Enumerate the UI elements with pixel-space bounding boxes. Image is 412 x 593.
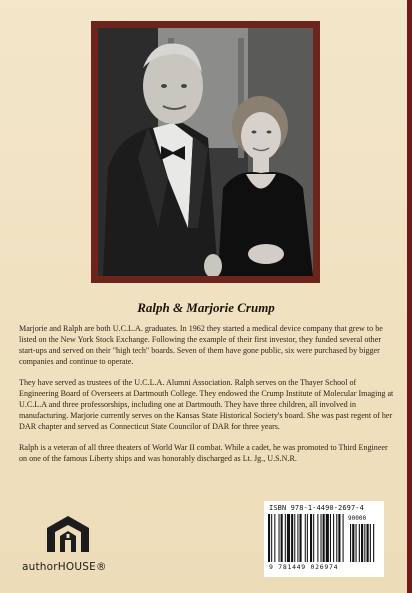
publisher-logo: [22, 514, 122, 576]
bio-paragraph: Marjorie and Ralph are both U.C.L.A. graduates. In 1962 they started a medical device company that grew to be listed on the New York Stock Exchange. Following the example of their first investor, they funded several other start-ups and served on their "high tech" boards. Seven of them have gone public, six were purchased by bigger companies and continue to operate.: [19, 324, 383, 366]
author-photo-image: [98, 28, 313, 276]
photo-frame: [91, 21, 320, 283]
publisher-name: authorHOUSE®: [22, 561, 107, 573]
bio-paragraph: Ralph is a veteran of all three theaters of World War II combat. While a cadet, he was promoted to Third Engineer on one of the famous Liberty ships and was honorably discharged as Lt. Jg., U.S.N.R.: [19, 443, 388, 463]
authorhouse-logo-icon: [45, 514, 91, 554]
author-bio: [19, 323, 394, 474]
photo-caption: Ralph & Marjorie Crump: [137, 300, 275, 315]
isbn-label: ISBN 978-1-4490-2697-4: [269, 504, 364, 512]
isbn-barcode: [264, 501, 384, 577]
author-photo: [98, 28, 313, 276]
spine-edge: [407, 0, 412, 593]
bio-paragraph: They have served as trustees of the U.C.L.A. Alumni Association. Ralph serves on the Thayer School of Engineering Board of Overseers at Dartmouth College. They endowed the Crump Institute of Molecular Imaging at U.C.L.A and three professorships, including one at Dartmouth. They have three children, all involved in manufacturing. Marjorie currently serves on the Kansas State Historical Society's board. She was past regent of her DAR chapter and served as Connecticut State Councilor of DAR for three years.: [19, 378, 394, 431]
barcode-addon: 90000: [348, 515, 367, 522]
barcode-number: 9 781449 026974: [269, 563, 339, 571]
